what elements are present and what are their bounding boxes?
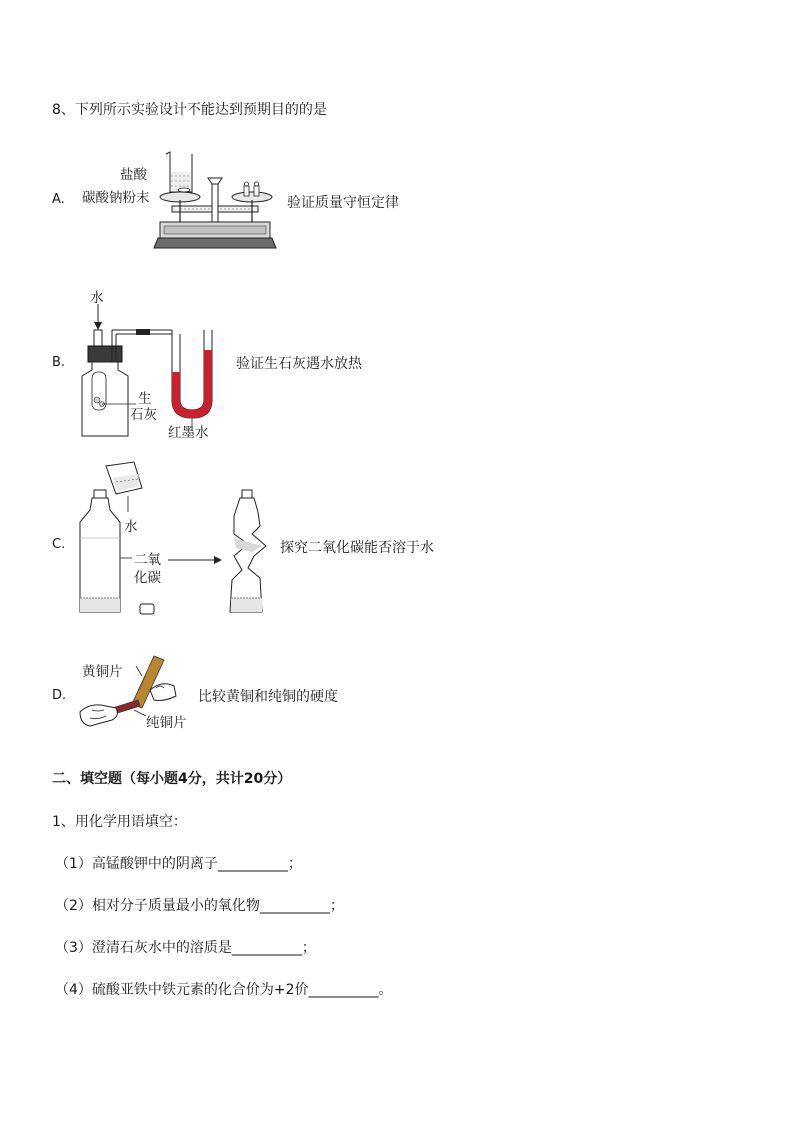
bottle-experiment-diagram bbox=[76, 460, 276, 620]
hardness-test-diagram bbox=[76, 650, 186, 730]
option-b-description: 验证生石灰遇水放热 bbox=[236, 356, 362, 372]
label-water-c: 水 bbox=[124, 519, 138, 535]
question-stem: 8、下列所示实验设计不能达到预期目的的是 bbox=[52, 102, 327, 118]
fill-item-1: （1）高锰酸钾中的阴离子__________； bbox=[55, 856, 302, 872]
option-c-description: 探究二氧化碳能否溶于水 bbox=[280, 540, 434, 556]
label-water-b: 水 bbox=[90, 290, 104, 306]
balance-diagram bbox=[150, 150, 280, 252]
option-a-description: 验证质量守恒定律 bbox=[287, 195, 399, 211]
section-title: 二、填空题（每小题4分，共计20分） bbox=[52, 771, 292, 787]
label-quicklime-1: 生 bbox=[138, 391, 152, 407]
option-d-letter: D. bbox=[52, 688, 67, 703]
label-co2-1: 二氧 bbox=[134, 552, 161, 568]
fill-item-4: （4）硫酸亚铁中铁元素的化合价为+2价__________。 bbox=[55, 982, 393, 998]
option-d-description: 比较黄铜和纯铜的硬度 bbox=[198, 689, 338, 705]
label-sodium-carbonate: 碳酸钠粉末 bbox=[82, 190, 150, 206]
label-brass: 黄铜片 bbox=[82, 664, 123, 680]
label-hydrochloric-acid: 盐酸 bbox=[120, 167, 147, 183]
option-b-letter: B. bbox=[52, 355, 66, 370]
u-tube-diagram bbox=[76, 300, 226, 440]
label-quicklime-2: 石灰 bbox=[130, 407, 157, 423]
fill-question-stem: 1、用化学用语填空： bbox=[52, 814, 187, 830]
label-copper: 纯铜片 bbox=[146, 715, 187, 731]
option-a-letter: A. bbox=[52, 192, 65, 207]
fill-item-3: （3）澄清石灰水中的溶质是__________； bbox=[55, 940, 316, 956]
label-co2-2: 化碳 bbox=[134, 570, 161, 586]
fill-item-2: （2）相对分子质量最小的氧化物__________； bbox=[55, 898, 344, 914]
label-red-ink: 红墨水 bbox=[168, 425, 209, 441]
option-c-letter: C. bbox=[52, 537, 66, 552]
